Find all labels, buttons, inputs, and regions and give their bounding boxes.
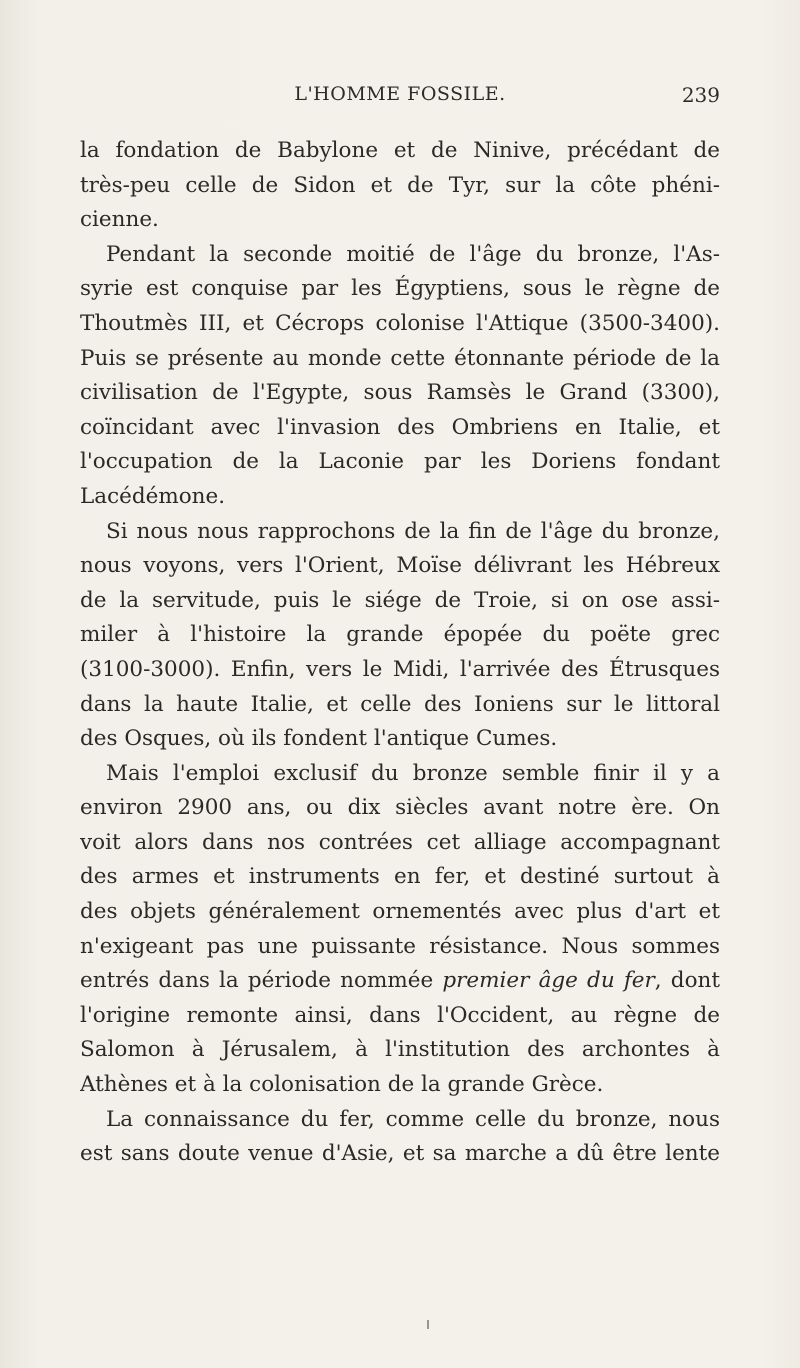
text-line: environ 2900 ans, ou dix siècles avant notre ère. On	[80, 795, 720, 821]
text-line: Salomon à Jérusalem, à l'institution des archontes à	[80, 1037, 720, 1063]
italic-term: premier âge du fer	[442, 968, 655, 994]
text-line: nous voyons, vers l'Orient, Moïse délivrant les Hébreux	[80, 553, 720, 579]
text-line: l'occupation de la Laconie par les Doriens fondant	[80, 449, 720, 475]
text-line: la fondation de Babylone et de Ninive, précédant de	[80, 138, 720, 163]
text-line: Lacédémone.	[80, 483, 226, 509]
text-line: Mais l'emploi exclusif du bronze semble finir il y a	[106, 760, 720, 786]
running-title: L'HOMME FOSSILE.	[294, 83, 506, 105]
text-line-with-italic	[80, 964, 720, 999]
text-line: (3100-3000). Enfin, vers le Midi, l'arrivée des Étrusques	[80, 656, 720, 682]
text-line: Pendant la seconde moitié de l'âge du bronze, l'As-	[106, 241, 720, 267]
page-header	[80, 83, 720, 113]
text-segment: entrés dans la période nommée	[80, 968, 434, 994]
text-line: Puis se présente au monde cette étonnante période de la	[80, 345, 720, 371]
text-line: est sans doute venue d'Asie, et sa marche a dû être lente	[80, 1141, 720, 1167]
text-line: voit alors dans nos contrées cet alliage accompagnant	[80, 829, 720, 855]
body-text	[80, 134, 720, 1172]
text-line: Athènes et à la colonisation de la grande Grèce.	[80, 1072, 604, 1098]
ink-speck	[427, 1320, 429, 1329]
text-line: miler à l'histoire la grande épopée du poëte grec	[80, 622, 720, 648]
text-line: Thoutmès III, et Cécrops colonise l'Attique (3500-3400).	[80, 310, 720, 336]
text-line: syrie est conquise par les Égyptiens, sous le règne de	[80, 276, 720, 302]
text-segment: , dont	[654, 968, 720, 994]
text-line: dans la haute Italie, et celle des Ioniens sur le littoral	[80, 691, 720, 717]
text-line: Si nous nous rapprochons de la fin de l'âge du bronze,	[106, 518, 720, 544]
text-line: l'origine remonte ainsi, dans l'Occident, au règne de	[80, 1002, 720, 1028]
text-line: très-peu celle de Sidon et de Tyr, sur la côte phéni-	[80, 172, 720, 198]
text-line: des armes et instruments en fer, et destiné surtout à	[80, 864, 720, 890]
text-line: cienne.	[80, 207, 159, 233]
text-line: des objets généralement ornementés avec plus d'art et	[80, 899, 720, 925]
text-line: coïncidant avec l'invasion des Ombriens en Italie, et	[80, 414, 720, 440]
page-number: 239	[681, 83, 720, 107]
text-line: des Osques, où ils fondent l'antique Cumes.	[80, 726, 558, 752]
text-line: La connaissance du fer, comme celle du bronze, nous	[106, 1106, 720, 1132]
text-line: de la servitude, puis le siége de Troie, si on ose assi-	[80, 587, 720, 613]
text-line: civilisation de l'Egypte, sous Ramsès le Grand (3300),	[80, 380, 720, 406]
text-line: n'exigeant pas une puissante résistance. Nous sommes	[80, 933, 720, 959]
